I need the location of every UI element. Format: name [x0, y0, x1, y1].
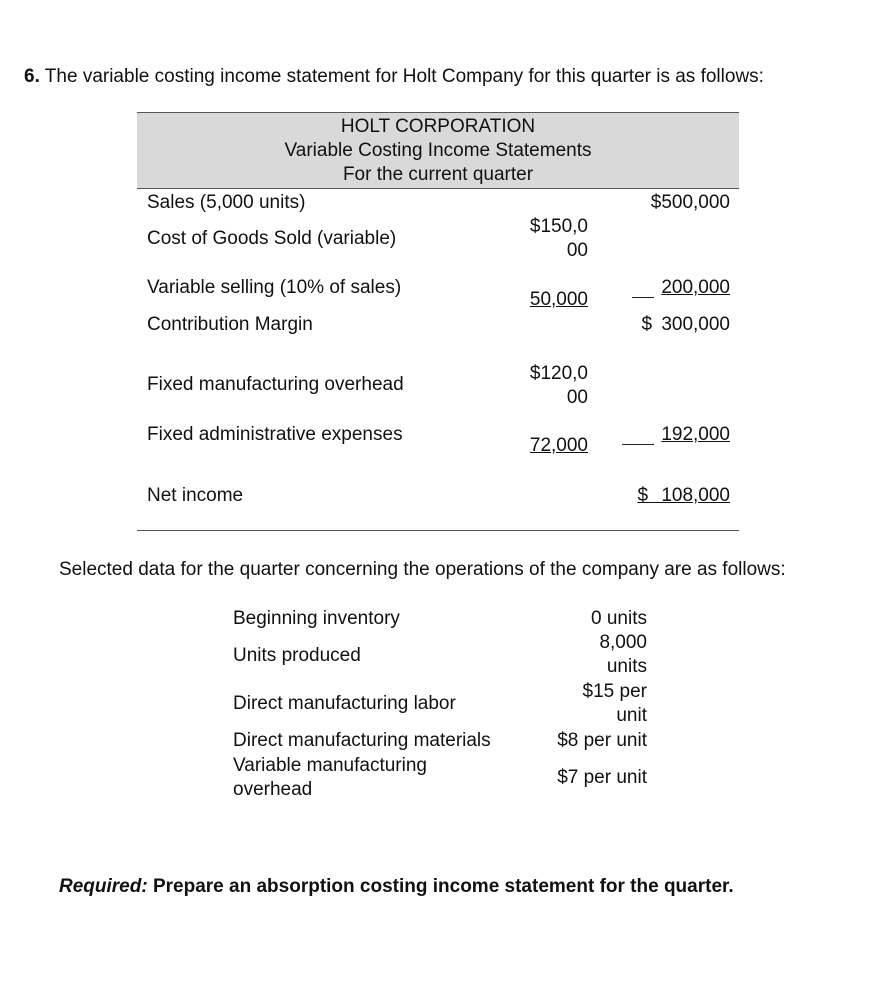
required-instruction	[59, 876, 734, 898]
direct-materials-value: $8 per unit	[557, 730, 647, 751]
fixed-admin-amount: 72,000	[529, 435, 588, 456]
header-bottom-rule	[137, 188, 739, 189]
var-selling-total: 200,000	[661, 277, 730, 298]
cogs-amount-line2: 00	[566, 240, 588, 261]
fixed-admin-label: Fixed administrative expenses	[147, 424, 403, 445]
required-prefix: Required:	[59, 876, 148, 897]
required-text: Prepare an absorption costing income statement for the quarter.	[152, 876, 734, 897]
question-text	[24, 66, 764, 88]
direct-labor-line1: $15 per	[582, 681, 647, 702]
units-produced-line2: units	[606, 656, 647, 677]
net-income-total: $ 108,000	[637, 485, 730, 506]
direct-materials-label: Direct manufacturing materials	[233, 730, 491, 751]
statement-period: For the current quarter	[342, 164, 534, 185]
cogs-amount-line1: $150,0	[529, 216, 588, 237]
variable-overhead-label	[233, 754, 427, 802]
sales-total: $500,000	[650, 192, 730, 213]
fixed-mfg-amount	[530, 362, 588, 410]
cogs-label: Cost of Goods Sold (variable)	[147, 228, 397, 249]
question-body: The variable costing income statement for Holt Company for this quarter is as follows:	[44, 66, 764, 87]
units-produced-value	[599, 631, 647, 679]
cogs-amount	[530, 215, 588, 263]
statement-title: Variable Costing Income Statements	[284, 140, 592, 161]
variable-overhead-value: $7 per unit	[557, 767, 647, 788]
net-income-label: Net income	[147, 485, 244, 506]
fixed-mfg-label: Fixed manufacturing overhead	[147, 374, 404, 395]
variable-overhead-label-line2: overhead	[233, 779, 313, 800]
var-selling-label: Variable selling (10% of sales)	[147, 277, 402, 298]
table-bottom-rule	[137, 530, 739, 531]
units-produced-line1: 8,000	[599, 632, 647, 653]
fixed-admin-total: 192,000	[661, 424, 730, 445]
var-selling-total-leader	[632, 297, 654, 298]
question-number: 6.	[24, 66, 40, 87]
company-name: HOLT CORPORATION	[340, 116, 536, 137]
direct-labor-line2: unit	[616, 705, 647, 726]
var-selling-amount: 50,000	[529, 289, 588, 310]
units-produced-label: Units produced	[233, 645, 361, 666]
beginning-inventory-value: 0 units	[591, 608, 647, 629]
direct-labor-label: Direct manufacturing labor	[233, 693, 456, 714]
contribution-label: Contribution Margin	[147, 314, 313, 335]
sales-label: Sales (5,000 units)	[147, 192, 306, 213]
contribution-total: $ 300,000	[641, 314, 730, 335]
direct-labor-value	[583, 680, 647, 728]
fixed-admin-total-leader	[622, 444, 654, 445]
beginning-inventory-label: Beginning inventory	[233, 608, 400, 629]
fixed-mfg-amount-line2: 00	[566, 387, 588, 408]
fixed-mfg-amount-line1: $120,0	[529, 363, 588, 384]
variable-overhead-label-line1: Variable manufacturing	[233, 755, 427, 776]
selected-intro: Selected data for the quarter concerning the operations of the company are as follows:	[59, 559, 786, 580]
